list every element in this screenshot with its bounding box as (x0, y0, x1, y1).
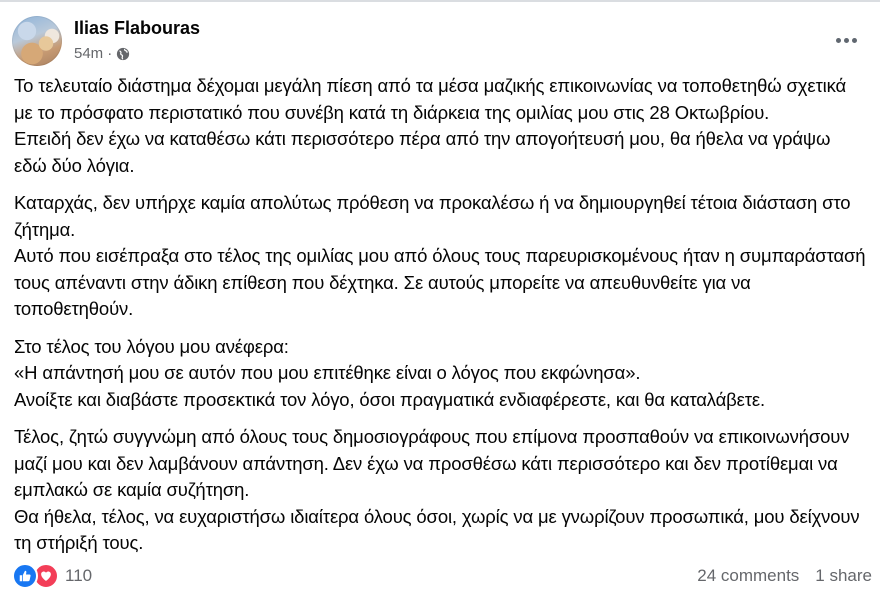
more-options-icon (836, 38, 841, 43)
shares-count-link[interactable]: 1 share (815, 566, 872, 585)
more-options-icon (844, 38, 849, 43)
paragraph (14, 334, 866, 414)
text-line: Ανοίξτε και διαβάστε προσεκτικά τον λόγο, όσοι πραγματικά ενδιαφέρεστε, και θα καταλάβετε. (14, 388, 766, 410)
more-options-icon (852, 38, 857, 43)
globe-icon[interactable] (116, 47, 130, 61)
text-line: Στο τέλος του λόγου μου ανέφερα: (14, 335, 289, 357)
paragraph (14, 190, 866, 323)
reactions-summary[interactable] (12, 563, 92, 589)
post-text (14, 73, 866, 568)
text-line: Καταρχάς, δεν υπήρχε καμία απολύτως πρόθεση να προκαλέσω ή να δημιουργηθεί τέτοια διάσταση στο ζήτημα. (14, 192, 851, 240)
author-name[interactable]: Ilias Flabouras (74, 18, 201, 38)
paragraph (14, 424, 866, 557)
text-line: Τέλος, ζητώ συγγνώμη από όλους τους δημοσιογράφους που επίμονα προσπαθούν να επικοινωνήσουν μαζί μου και δεν λαμβάνουν απάντηση. Δεν έχω να προσθέσω κάτι περισσότερο και δεν προτίθεμαι να εμπλακώ σε καμία συζήτηση. (14, 426, 850, 500)
text-line: «Η απάντησή μου σε αυτόν που μου επιτέθηκε είναι ο λόγος που εκφώνησα». (14, 362, 641, 383)
timestamp[interactable]: 54m (74, 45, 104, 62)
top-divider (0, 0, 880, 2)
text-line: Το τελευταίο διάστημα δέχομαι μεγάλη πίεση από τα μέσα μαζικής επικοινωνίας να τοποθετηθώ σχετικά με το πρόσφατο περιστατικό που συνέβη κατά τη διάρκεια της ομιλίας μου στις 28 Οκτωβρίου. (14, 75, 846, 123)
reaction-count: 110 (65, 566, 93, 585)
text-line: Αυτό που εισέπραξα στο τέλος της ομιλίας μου από όλους τους παρευρισκομένους ήταν η συμπαράστασή τους απέναντι στην άδικη επίθεση που δέχτηκα. Σε αυτούς μπορείτε να απευθυνθείτε για να τοποθετηθούν. (14, 245, 866, 319)
avatar[interactable] (12, 16, 62, 66)
meta-separator: · (107, 45, 113, 62)
post-header (12, 14, 868, 66)
engagement-stats (697, 566, 872, 586)
paragraph (14, 73, 866, 179)
text-line: Επειδή δεν έχω να καταθέσω κάτι περισσότερο πέρα από την απογοήτευσή μου, θα ήθελα να γράψω εδώ δύο λόγια. (14, 128, 831, 176)
post-footer (12, 562, 872, 590)
text-line: Θα ήθελα, τέλος, να ευχαριστήσω ιδιαίτερα όλους όσοι, χωρίς να με γνωρίζουν προσωπικά, μου δείχνουν τη στήριξή τους. (14, 505, 860, 553)
like-icon (12, 563, 38, 589)
more-options-button[interactable] (830, 28, 862, 52)
post-meta (74, 45, 130, 62)
comments-count-link[interactable]: 24 comments (697, 566, 800, 585)
